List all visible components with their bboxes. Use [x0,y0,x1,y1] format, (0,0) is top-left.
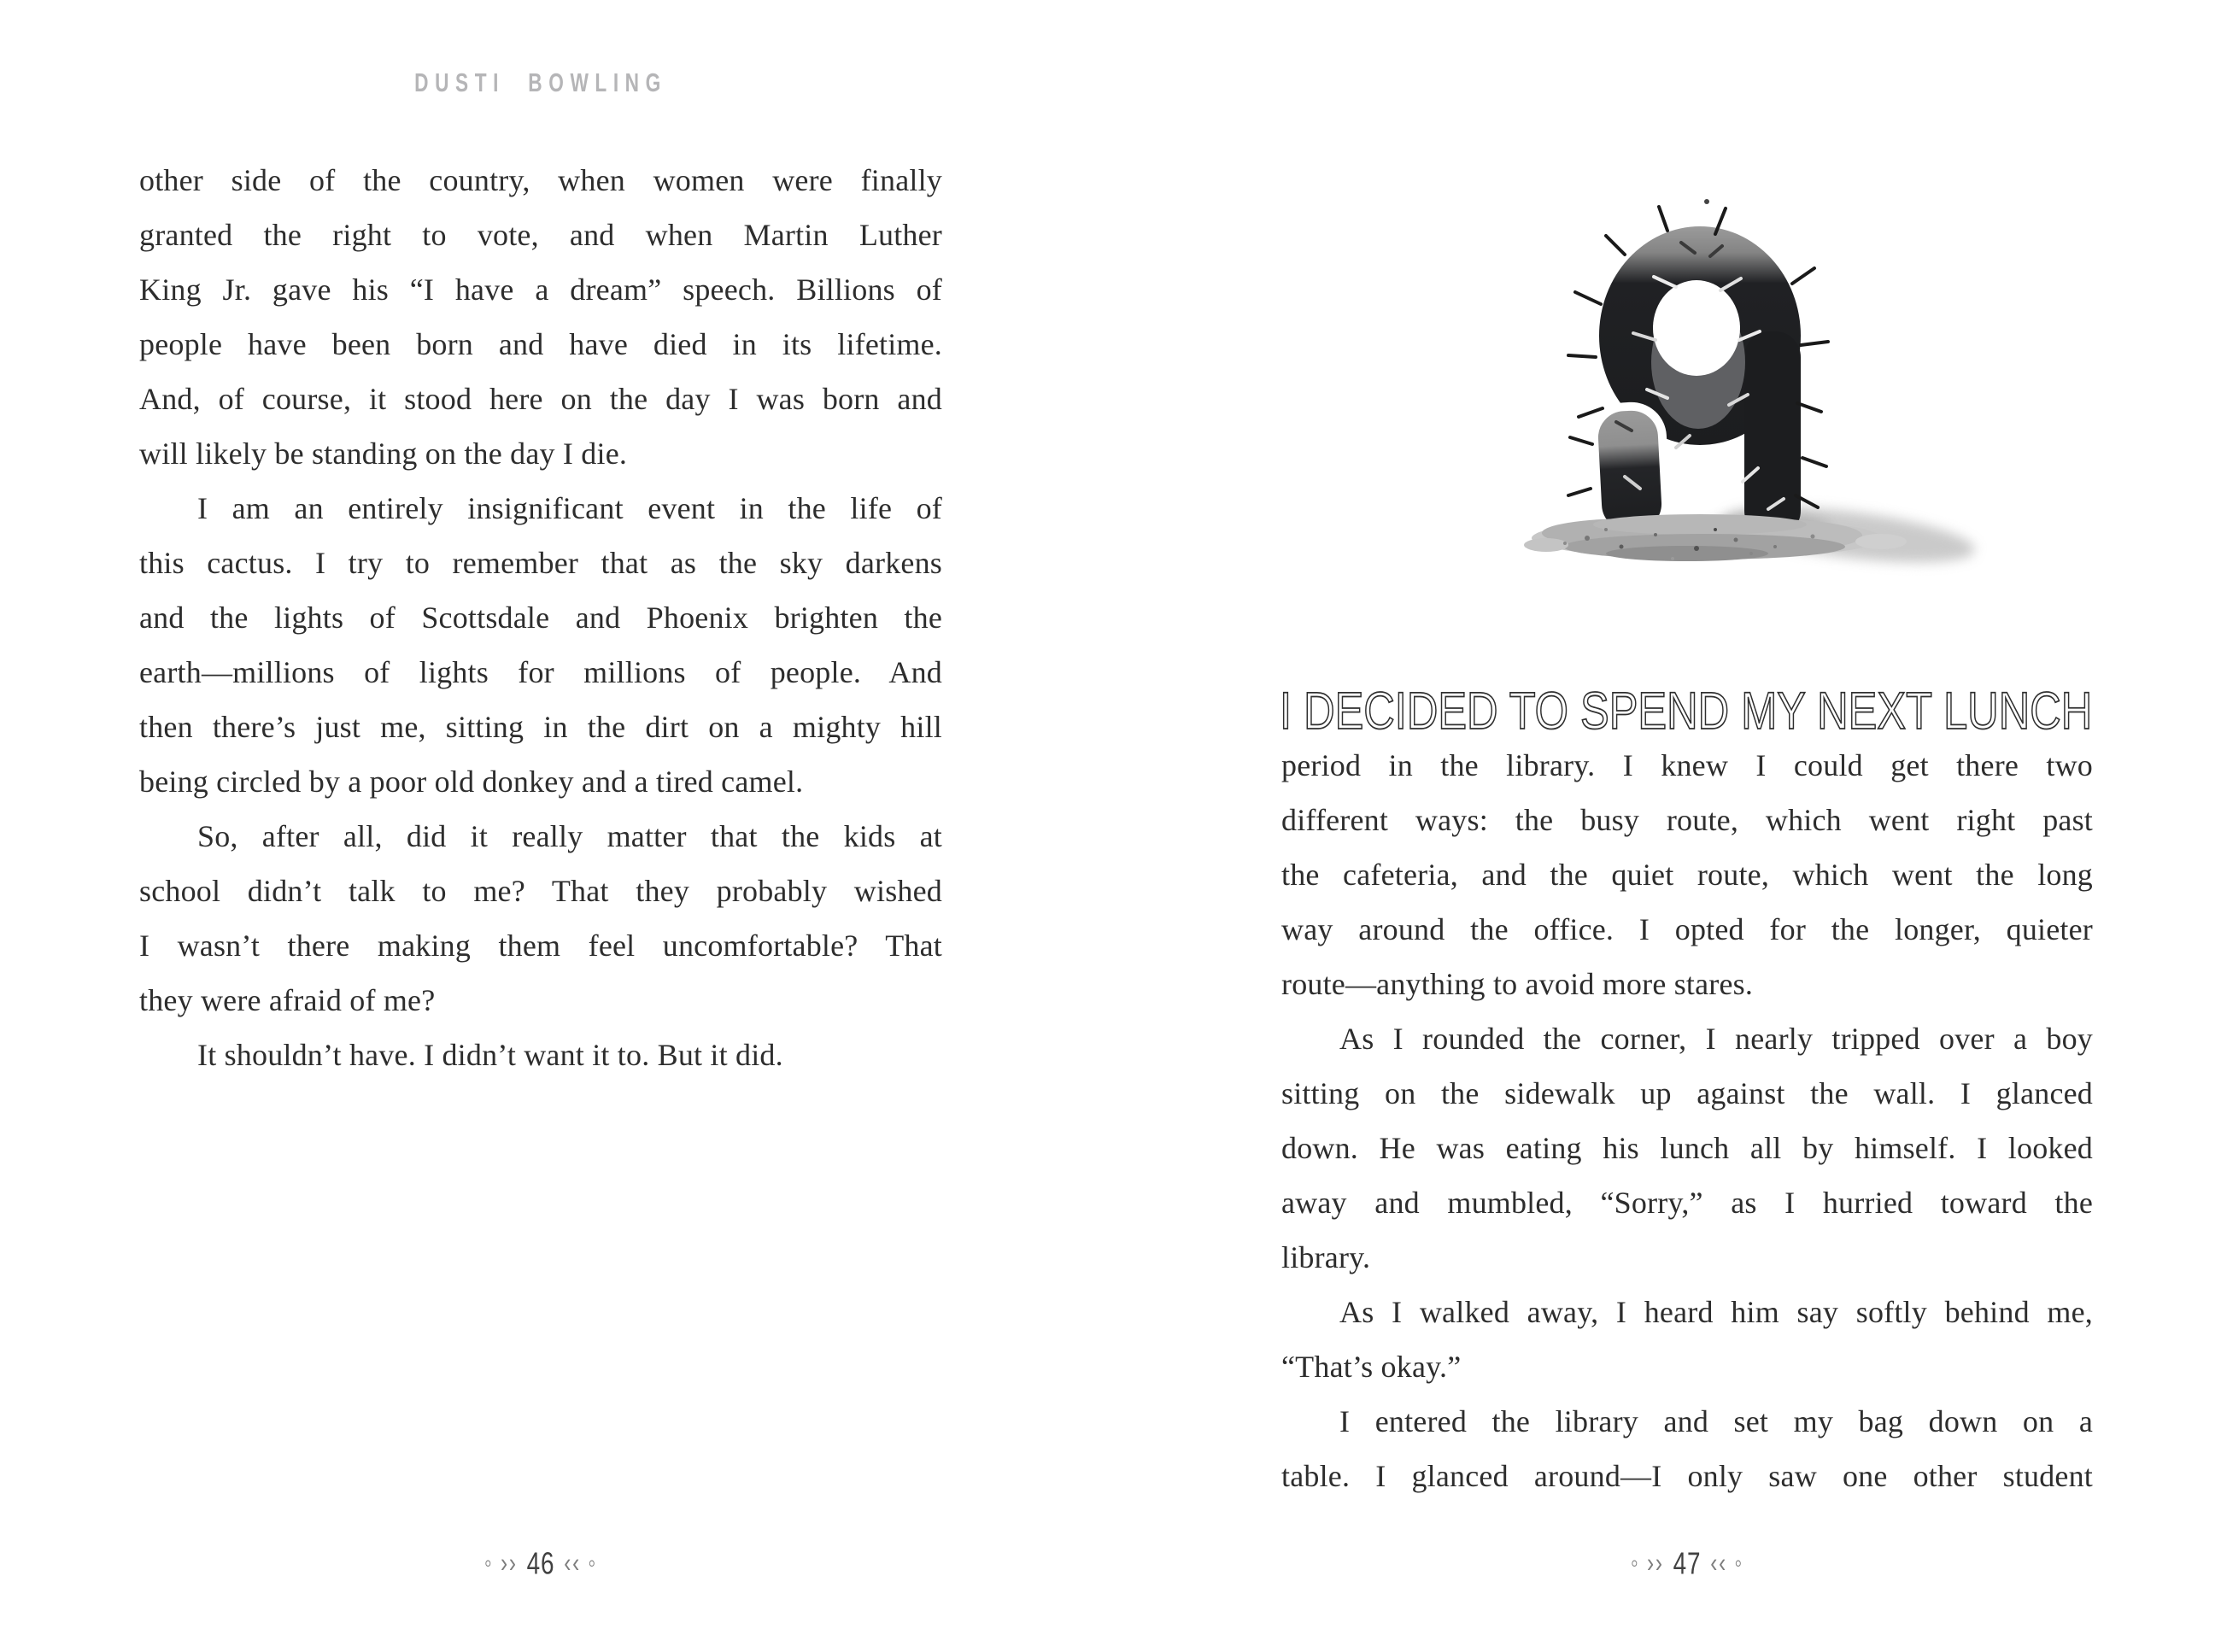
text-line: And, of course, it stood here on the day I was born and [139,382,942,416]
text-line: table. I glanced around—I only saw one other student [1281,1459,2093,1493]
footer-ornament-right: ‹‹ ◦ [564,1548,597,1579]
left-page-body-text [139,153,942,1082]
right-page-body-text [1281,738,2093,1503]
text-line: away and mumbled, “Sorry,” as I hurried toward the [1281,1186,2093,1220]
numeral-9-body [1592,226,1801,536]
text-line: I wasn’t there making them feel uncomfortable? That [139,929,942,963]
left-page-footer [179,1546,902,1582]
text-line: they were afraid of me? [139,983,436,1017]
text-line: school didn’t talk to me? That they probably wished [139,874,942,908]
text-line: sitting on the sidewalk up against the wall. I glanced [1281,1076,2093,1110]
text-line: the cafeteria, and the quiet route, which went the long [1281,858,2093,892]
text-line: other side of the country, when women were finally [139,163,942,197]
text-line: this cactus. I try to remember that as the sky darkens [139,546,942,580]
cactus-numeral-9-illustration [1486,195,1982,579]
page-number: 47 [1673,1546,1702,1581]
page-number: 46 [526,1546,555,1581]
footer-ornament-left: ◦ ›› [484,1548,518,1579]
footer-ornament-left: ◦ ›› [1631,1548,1664,1579]
text-line: way around the office. I opted for the longer, quieter [1281,912,2093,946]
text-line: down. He was eating his lunch all by himself. I looked [1281,1131,2093,1165]
text-line: As I walked away, I heard him say softly behind me, [1339,1295,2093,1329]
text-line: route—anything to avoid more stares. [1281,967,1754,1001]
text-line: granted the right to vote, and when Martin Luther [139,218,942,252]
text-line: I entered the library and set my bag down on a [1339,1404,2093,1438]
text-line: different ways: the busy route, which went right past [1281,803,2093,837]
page-left [0,0,1110,1652]
text-line: will likely be standing on the day I die. [139,436,628,471]
text-line: It shouldn’t have. I didn’t want it to. But it did. [197,1038,783,1072]
running-header: DUSTI BOWLING [414,68,667,97]
text-line: people have been born and have died in its lifetime. [139,327,942,361]
footer-ornament-right: ‹‹ ◦ [1710,1548,1743,1579]
text-line: As I rounded the corner, I nearly tripped over a boy [1339,1022,2093,1056]
text-line: I am an entirely insignificant event in the life of [197,491,942,525]
text-line: period in the library. I knew I could get there two [1281,748,2093,782]
text-line: earth—millions of lights for millions of people. And [139,655,942,689]
text-line: “That’s okay.” [1281,1350,1462,1384]
text-line: King Jr. gave his “I have a dream” speech. Billions of [139,272,942,307]
text-line: library. [1281,1240,1371,1274]
chapter-opener-text: I DECIDED TO SPEND MY NEXT LUNCH [1280,682,2093,741]
text-line: then there’s just me, sitting in the dirt on a mighty hill [139,710,942,744]
text-line: being circled by a poor old donkey and a tired camel. [139,764,804,799]
text-line: So, after all, did it really matter that the kids at [197,819,942,853]
page-right [1110,0,2221,1652]
right-page-footer [1322,1546,2053,1582]
text-line: and the lights of Scottsdale and Phoenix brighten the [139,600,942,635]
